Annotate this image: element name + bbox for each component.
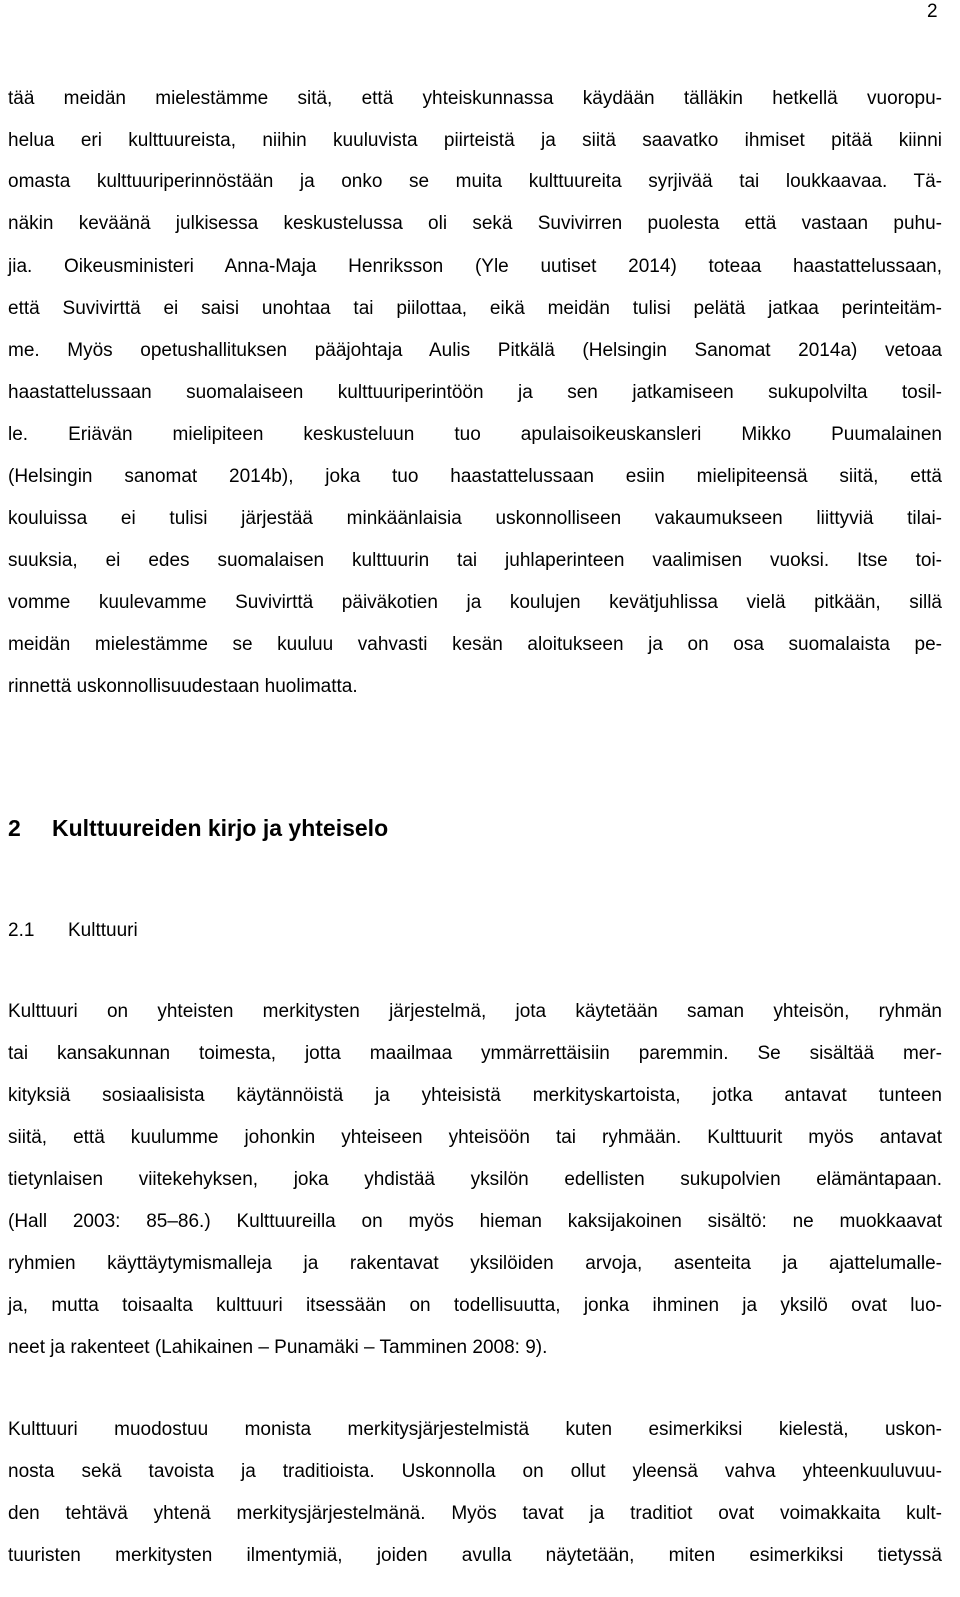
- text-line: tietynlaisen viitekehyksen, joka yhdistää yksilön edellisten sukupolvien elämäntapaan.: [8, 1169, 942, 1190]
- text-line: helua eri kulttuureista, niihin kuuluvista piirteistä ja siitä saavatko ihmiset pitää kiinni: [8, 130, 942, 151]
- section-number: 2: [8, 815, 21, 841]
- section-title: Kulttuureiden kirjo ja yhteiselo: [52, 815, 389, 841]
- text-line: me. Myös opetushallituksen pääjohtaja Aulis Pitkälä (Helsingin Sanomat 2014a) vetoaa: [8, 340, 942, 361]
- text-line: vomme kuulevamme Suvivirttä päiväkotien ja koulujen kevätjuhlissa vielä pitkään, sillä: [8, 592, 942, 613]
- text-line: tai kansakunnan toimesta, jotta maailmaa ymmärrettäisiin paremmin. Se sisältää mer-: [8, 1043, 942, 1064]
- text-line: jia. Oikeusministeri Anna-Maja Henriksson (Yle uutiset 2014) toteaa haastattelussaan,: [8, 256, 942, 277]
- text-line: tuuristen merkitysten ilmentymiä, joiden avulla näytetään, miten esimerkiksi tietyssä: [8, 1545, 942, 1566]
- text-line: neet ja rakenteet (Lahikainen – Punamäki – Tamminen 2008: 9).: [8, 1337, 548, 1358]
- text-line: nosta sekä tavoista ja traditioista. Uskonnolla on ollut yleensä vahva yhteenkuuluvuu-: [8, 1461, 942, 1482]
- text-line: kityksiä sosiaalisista käytännöistä ja yhteisistä merkityskartoista, jotka antavat tunteen: [8, 1085, 942, 1106]
- text-line: ja, mutta toisaalta kulttuuri itsessään on todellisuutta, jonka ihminen ja yksilö ovat luo-: [8, 1295, 942, 1316]
- text-line: haastattelussaan suomalaiseen kulttuuriperintöön ja sen jatkamiseen sukupolvilta tosil-: [8, 382, 942, 403]
- text-line: Kulttuuri on yhteisten merkitysten järjestelmä, jota käytetään saman yhteisön, ryhmän: [8, 1001, 942, 1022]
- text-line: näkin keväänä julkisessa keskustelussa oli sekä Suvivirren puolesta että vastaan puhu-: [8, 213, 942, 234]
- subsection-number: 2.1: [8, 920, 35, 941]
- text-line: Kulttuuri muodostuu monista merkitysjärjestelmistä kuten esimerkiksi kielestä, uskon-: [8, 1419, 942, 1440]
- text-line: (Hall 2003: 85–86.) Kulttuureilla on myös hieman kaksijakoinen sisältö: ne muokkaavat: [8, 1211, 942, 1232]
- text-line: den tehtävä yhtenä merkitysjärjestelmänä. Myös tavat ja traditiot ovat voimakkaita kult-: [8, 1503, 942, 1524]
- subsection-title: Kulttuuri: [68, 920, 138, 941]
- text-line: suuksia, ei edes suomalaisen kulttuurin tai juhlaperinteen vaalimisen vuoksi. Itse toi-: [8, 550, 942, 571]
- subsection-heading: [8, 919, 138, 943]
- text-line: siitä, että kuulumme johonkin yhteiseen yhteisöön tai ryhmään. Kulttuurit myös antavat: [8, 1127, 942, 1148]
- text-line: kouluissa ei tulisi järjestää minkäänlaisia uskonnolliseen vakaumukseen liittyviä tilai-: [8, 508, 942, 529]
- text-line: le. Eriävän mielipiteen keskusteluun tuo apulaisoikeuskansleri Mikko Puumalainen: [8, 424, 942, 445]
- text-line: omasta kulttuuriperinnöstään ja onko se muita kulttuureita syrjivää tai loukkaavaa. Tä-: [8, 171, 942, 192]
- text-line: että Suvivirttä ei saisi unohtaa tai piilottaa, eikä meidän tulisi pelätä jatkaa perinteitäm-: [8, 298, 942, 319]
- text-line: (Helsingin sanomat 2014b), joka tuo haastattelussaan esiin mielipiteensä siitä, että: [8, 466, 942, 487]
- page-number: 2: [927, 1, 938, 22]
- text-line: tää meidän mielestämme sitä, että yhteiskunnassa käydään tälläkin hetkellä vuoropu-: [8, 88, 942, 109]
- section-heading: [8, 814, 388, 842]
- text-line: ryhmien käyttäytymismalleja ja rakentavat yksilöiden arvoja, asenteita ja ajattelumalle-: [8, 1253, 942, 1274]
- text-line: rinnettä uskonnollisuudestaan huolimatta.: [8, 676, 358, 697]
- text-line: meidän mielestämme se kuuluu vahvasti kesän aloitukseen ja on osa suomalaista pe-: [8, 634, 942, 655]
